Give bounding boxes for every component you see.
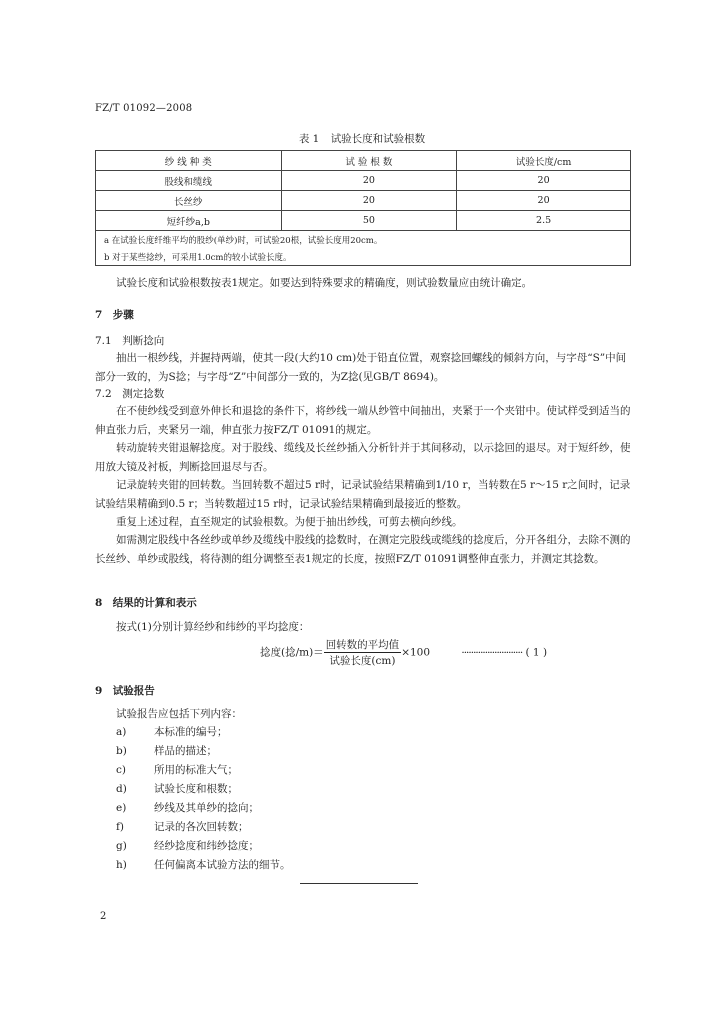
report-items-list (116, 724, 616, 876)
list-item-mark: a) (116, 726, 127, 738)
table-caption-title: 试验长度和试验根数 (330, 133, 426, 145)
list-item-text: 本标准的编号； (154, 726, 228, 738)
list-item-text: 任何偏离本试验方法的细节。 (154, 859, 291, 871)
section-7-1-text: 抽出一根纱线，并握持两端，使其一段(大约10 cm)处于铅直位置，观察捻回螺线的倾斜方向，与字母“S”中间部分一致的，为S捻；与字母“Z”中间部分一致的，为Z捻(见GB/T 8694)。 (95, 352, 627, 383)
table-row (96, 191, 631, 211)
table-note-row (96, 231, 631, 249)
list-item-text: 所用的标准大气； (154, 764, 238, 776)
table-caption-label: 表 1 (298, 133, 320, 145)
list-item-text: 试验长度和根数； (154, 783, 238, 795)
formula-leader: ·························· (461, 646, 523, 659)
list-item (116, 781, 616, 800)
table-note: a 在试验长度纤维平均的股纱(单纱)时，可试验20根，试验长度用20cm。 (96, 231, 631, 249)
list-item (116, 838, 616, 857)
end-rule (300, 883, 418, 884)
table-cell: 20 (457, 171, 631, 191)
table-note: b 对于某些捻纱，可采用1.0cm的较小试验长度。 (96, 248, 631, 266)
list-item (116, 762, 616, 781)
section-7-2-p5: 如需测定股线中各丝纱或单纱及缆线中股线的捻数时，在测定完股线或缆线的捻度后，分开各组分，去除不测的长丝纱、单纱或股线，将待测的组分调整至表1规定的长度，按照FZ/T 01091调整伸直张力，并测定其捻数。 (95, 534, 631, 565)
section-7-2-p1: 在不使纱线受到意外伸长和退捻的条件下，将纱线一端从纱管中间抽出，夹紧于一个夹钳中。使试样受到适当的伸直张力后，夹紧另一端，伸直张力按FZ/T 01091的规定。 (95, 405, 631, 436)
section-7-1-heading: 7.1 判断捻向 (95, 335, 165, 347)
intro-paragraph: 试验长度和试验根数按表1规定。如要达到特殊要求的精确度，则试验数量应由统计确定。 (116, 277, 533, 289)
list-item (116, 743, 616, 762)
list-item (116, 857, 616, 876)
formula-numerator: 回转数的平均值 (325, 639, 400, 651)
table-cell: 长丝纱 (96, 191, 282, 211)
table-row (96, 211, 631, 231)
table-cell: 短纤纱a,b (96, 211, 282, 231)
list-item-mark: h) (116, 859, 127, 871)
list-item-mark: e) (116, 802, 127, 814)
list-item (116, 819, 616, 838)
table-note-row (96, 248, 631, 266)
table-cell: 20 (281, 191, 457, 211)
table-cell: 50 (281, 211, 457, 231)
list-item-mark: b) (116, 745, 127, 757)
list-item-text: 纱线及其单纱的捻向； (154, 802, 259, 814)
list-item-mark: d) (116, 783, 127, 795)
list-item-mark: c) (116, 764, 126, 776)
section-7-2-p3: 记录旋转夹钳的回转数。当回转数不超过5 r时，记录试验结果精确到1/10 r，当转数在5 r～15 r之间时，记录试验结果精确到0.5 r；当转数超过15 r时，记录试验结果精确到最接近的整数。 (95, 479, 631, 510)
list-item-text: 样品的描述； (154, 745, 217, 757)
formula-denominator: 试验长度(cm) (329, 655, 396, 667)
list-item-text: 记录的各次回转数； (154, 821, 249, 833)
section-7-heading: 7 步骤 (95, 309, 134, 321)
formula-number: ( 1 ) (525, 646, 548, 659)
standard-code: FZ/T 01092—2008 (95, 103, 193, 114)
formula-lhs: 捻度(捻/m)＝ (260, 646, 324, 659)
twist-formula (260, 637, 640, 668)
section-7-2-heading: 7.2 测定捻数 (95, 388, 165, 400)
section-7-2-p2: 转动旋转夹钳退解捻度。对于股线、缆线及长丝纱插入分析针并于其间移动，以示捻回的退尽。对于短纤纱，使用放大镜及衬板，判断捻回退尽与否。 (95, 442, 631, 473)
table-header-row (96, 151, 631, 171)
test-length-table (95, 150, 631, 266)
table-cell: 20 (457, 191, 631, 211)
section-7-2-p4: 重复上述过程，直至规定的试验根数。为便于抽出纱线，可剪去横向纱线。 (116, 516, 463, 528)
formula-fraction (324, 637, 402, 668)
table-cell: 20 (281, 171, 457, 191)
table-cell: 2.5 (457, 211, 631, 231)
formula-multiplier: ×100 (401, 646, 431, 659)
page-number: 2 (100, 911, 107, 922)
list-item (116, 800, 616, 819)
column-header: 纱 线 种 类 (96, 151, 282, 171)
list-item-mark: f) (116, 821, 124, 833)
list-item (116, 724, 616, 743)
table-cell: 股线和缆线 (96, 171, 282, 191)
list-item-text: 经纱捻度和纬纱捻度； (154, 840, 259, 852)
table-caption (0, 131, 724, 146)
column-header: 试验长度/cm (457, 151, 631, 171)
section-9-intro: 试验报告应包括下列内容： (116, 708, 242, 720)
section-9-heading: 9 试验报告 (95, 685, 155, 697)
list-item-mark: g) (116, 840, 127, 852)
section-8-heading: 8 结果的计算和表示 (95, 597, 197, 609)
section-8-text: 按式(1)分别计算经纱和纬纱的平均捻度： (116, 621, 310, 633)
column-header: 试 验 根 数 (281, 151, 457, 171)
table-row (96, 171, 631, 191)
